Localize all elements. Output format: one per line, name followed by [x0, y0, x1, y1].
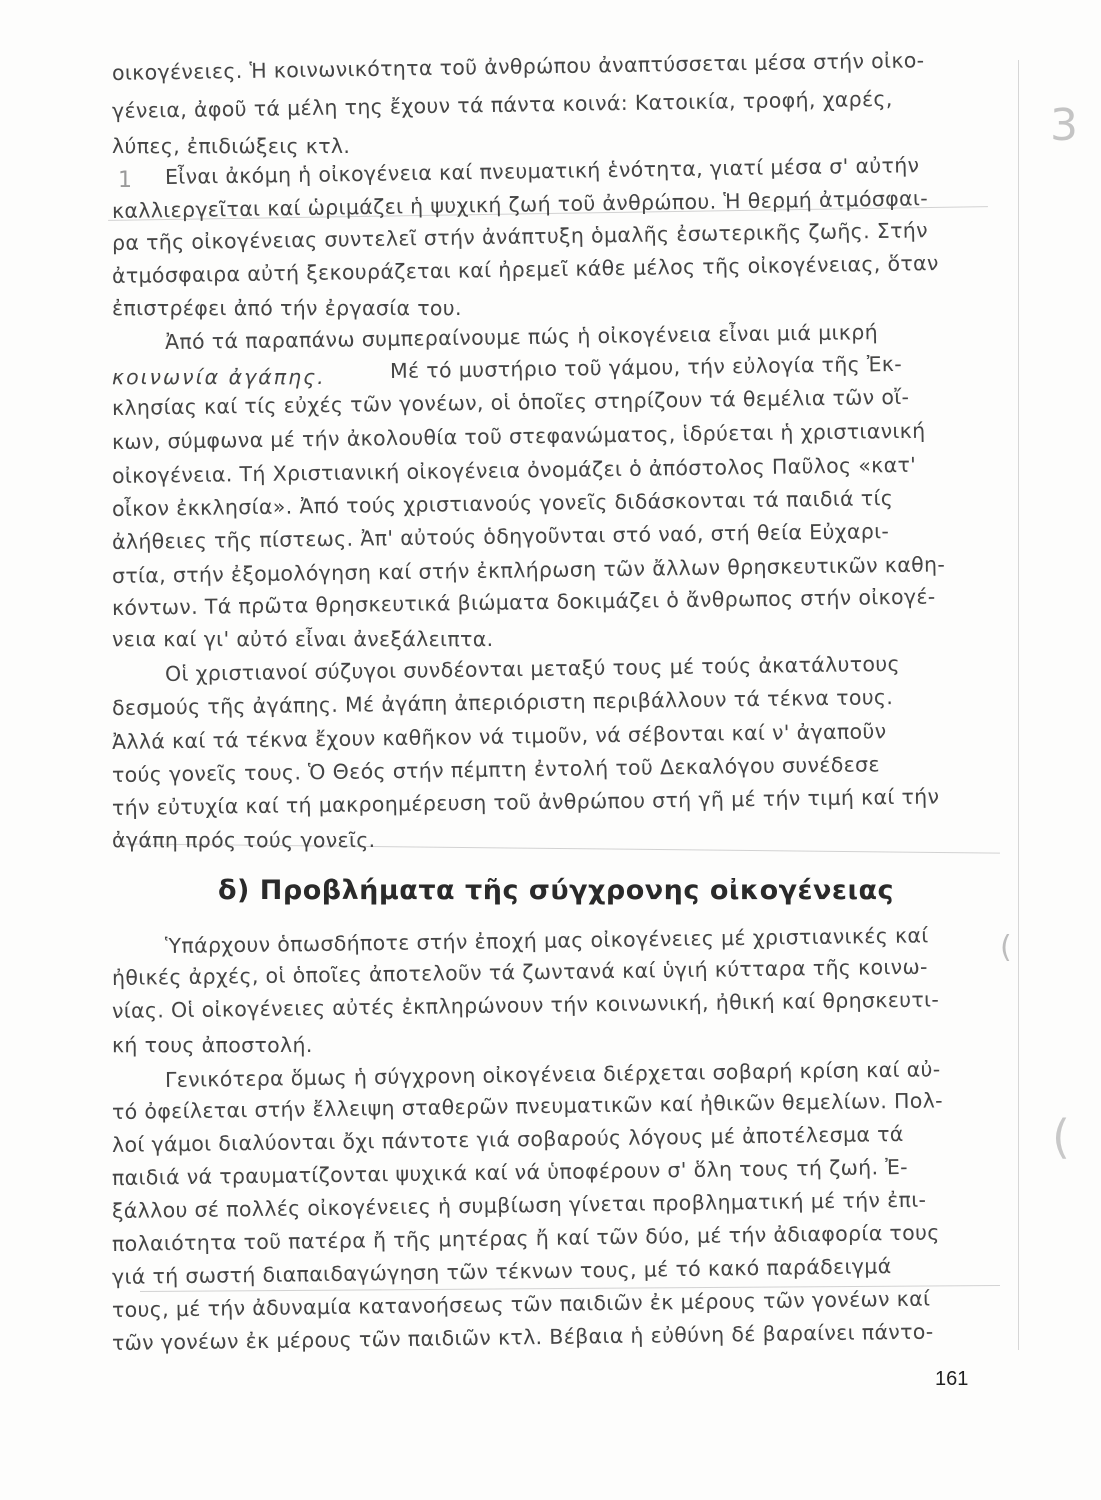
margin-handwriting: ( — [1052, 1110, 1070, 1164]
text-line: λύπες, ἐπιδιώξεις κτλ. — [112, 134, 351, 158]
text-line: γένεια, ἀφοῦ τά μέλη της ἔχουν τά πάντα κοινά: Κατοικία, τροφή, χαρές, — [111, 86, 893, 123]
text-line: τῶν γονέων ἐκ μέρους τῶν παιδιῶν κτλ. Βέβαια ἡ εὐθύνη δέ βαραίνει πάντο- — [111, 1319, 934, 1355]
text-line: Γενικότερα ὅμως ἡ σύγχρονη οἰκογένεια διέρχεται σοβαρή κρίση καί αὐ- — [164, 1057, 941, 1092]
text-line: ρα τῆς οἰκογένειας συντελεῖ στήν ἀνάπτυξη ὁμαλῆς ἐσωτερικῆς ζωῆς. Στήν — [111, 218, 929, 255]
text-line: οἰκογένεια. Τή Χριστιανική οἰκογένεια ὀνομάζει ὁ ἀπόστολος Παῦλος «κατ' — [111, 452, 917, 488]
text-line: δεσμούς τῆς ἀγάπης. Μέ ἀγάπη ἀπεριόριστη περιβάλλουν τά τέκνα τους. — [111, 685, 894, 720]
text-line: ἀγάπη πρός τούς γονεῖς. — [112, 828, 376, 852]
text-line: ἠθικές ἀρχές, οἱ ὁποῖες ἀποτελοῦν τά ζωντανά καί ὑγιή κύτταρα τῆς κοινω- — [111, 954, 928, 990]
text-line: οικογένειες. Ἡ κοινωνικότητα τοῦ ἀνθρώπου ἀναπτύσσεται μέσα στήν οἰκο- — [111, 48, 925, 85]
text-line: τήν εὐτυχία καί τή μακροημέρευση τοῦ ἀνθρώπου στή γῆ μέ τήν τιμή καί τήν — [111, 784, 940, 820]
margin-handwriting: ( — [1000, 930, 1012, 965]
text-line: τούς γονεῖς τους. Ὁ Θεός στήν πέμπτη ἐντολή τοῦ Δεκαλόγου συνέδεσε — [111, 752, 880, 787]
text-line: Εἶναι ἀκόμη ἡ οἰκογένεια καί πνευματική ἑνότητα, γιατί μέσα σ' αὐτήν — [164, 153, 920, 189]
text-line: νεια καί γι' αὐτό εἶναι ἀνεξάλειπτα. — [112, 627, 494, 651]
text-line: ξάλλου σέ πολλές οἰκογένειες ἡ συμβίωση γίνεται προβληματική μέ τήν ἐπι- — [111, 1187, 927, 1223]
margin-handwriting: 3 — [1050, 100, 1078, 151]
fold-line — [1018, 60, 1019, 1350]
text-line: Οἱ χριστιανοί σύζυγοι συνδέονται μεταξύ τους μέ τούς ἀκατάλυτους — [164, 651, 901, 686]
text-line: κλησίας καί τίς εὐχές τῶν γονέων, οἱ ὁποῖες στηρίζουν τά θεμέλια τῶν οἴ- — [111, 384, 910, 420]
text-line: οἶκον ἐκκλησία». Ἀπό τούς χριστιανούς γονεῖς διδάσκονται τά παιδιά τίς — [111, 486, 894, 521]
text-line: τό ὀφείλεται στήν ἔλλειψη σταθερῶν πνευματικῶν καί ἠθικῶν θεμελίων. Πολ- — [111, 1088, 944, 1124]
text-line: τους, μέ τήν ἀδυναμία κατανοήσεως τῶν παιδιῶν ἐκ μέρους τῶν γονέων καί — [111, 1286, 931, 1322]
section-heading: δ) Προβλήματα τῆς σύγχρονης οἰκογένειας — [218, 875, 895, 906]
text-line: γιά τή σωστή διαπαιδαγώγηση τῶν τέκνων τους, μέ τό κακό παράδειγμά — [111, 1254, 892, 1289]
text-line: καλλιεργεῖται καί ὡριμάζει ἡ ψυχική ζωή τοῦ ἀνθρώπου. Ἡ θερμή ἀτμόσφαι- — [111, 186, 929, 223]
italic-phrase: κοινωνία ἀγάπης. — [112, 365, 326, 389]
text-line: ἐπιστρέφει ἀπό τήν ἐργασία του. — [112, 296, 462, 320]
text-line: παιδιά νά τραυματίζονται ψυχικά καί νά ὑποφέρουν σ' ὅλη τους τή ζωή. Ἐ- — [111, 1154, 909, 1190]
text-line: Μέ τό μυστήριο τοῦ γάμου, τήν εὐλογία τῆς Ἐκ- — [389, 351, 903, 383]
text-line: πολαιότητα τοῦ πατέρα ἤ τῆς μητέρας ἤ καί τῶν δύο, μέ τήν ἀδιαφορία τους — [111, 1220, 940, 1256]
text-line: λοί γάμοι διαλύονται ὄχι πάντοτε γιά σοβαρούς λόγους μέ ἀποτέλεσμα τά — [111, 1121, 904, 1157]
text-line: Ἀπό τά παραπάνω συμπεραίνουμε πώς ἡ οἰκογένεια εἶναι μιά μικρή — [164, 320, 879, 354]
text-line: Ὑπάρχουν ὁπωσδήποτε στήν ἐποχή μας οἰκογένειες μέ χριστιανικές καί — [164, 923, 929, 958]
text-line: κόντων. Τά πρῶτα θρησκευτικά βιώματα δοκιμάζει ὁ ἄνθρωπος στήν οἰκογέ- — [111, 584, 936, 620]
text-line: κή τους ἀποστολή. — [112, 1033, 313, 1057]
text-line: στία, στήν ἐξομολόγηση καί στήν ἐκπλήρωση τῶν ἄλλων θρησκευτικῶν καθη- — [111, 552, 946, 588]
text-line: νίας. Οἱ οἰκογένειες αὐτές ἐκπληρώνουν τήν κοινωνική, ἠθική καί θρησκευτι- — [111, 987, 940, 1023]
margin-handwriting: 1 — [118, 168, 132, 193]
text-line: ἀλήθειες τῆς πίστεως. Ἀπ' αὐτούς ὁδηγοῦνται στό ναό, στή θεία Εὐχαρι- — [111, 519, 890, 554]
text-line: κων, σύμφωνα μέ τήν ἀκολουθία τοῦ στεφανώματος, ἱδρύεται ἡ χριστιανική — [111, 418, 926, 454]
text-line: ἀτμόσφαιρα αὐτή ξεκουράζεται καί ἠρεμεῖ κάθε μέλος τῆς οἰκογένειας, ὅταν — [111, 251, 939, 288]
page-number: 161 — [935, 1368, 969, 1390]
text-line: Ἀλλά καί τά τέκνα ἔχουν καθῆκον νά τιμοῦν, νά σέβονται καί ν' ἀγαποῦν — [111, 719, 887, 754]
